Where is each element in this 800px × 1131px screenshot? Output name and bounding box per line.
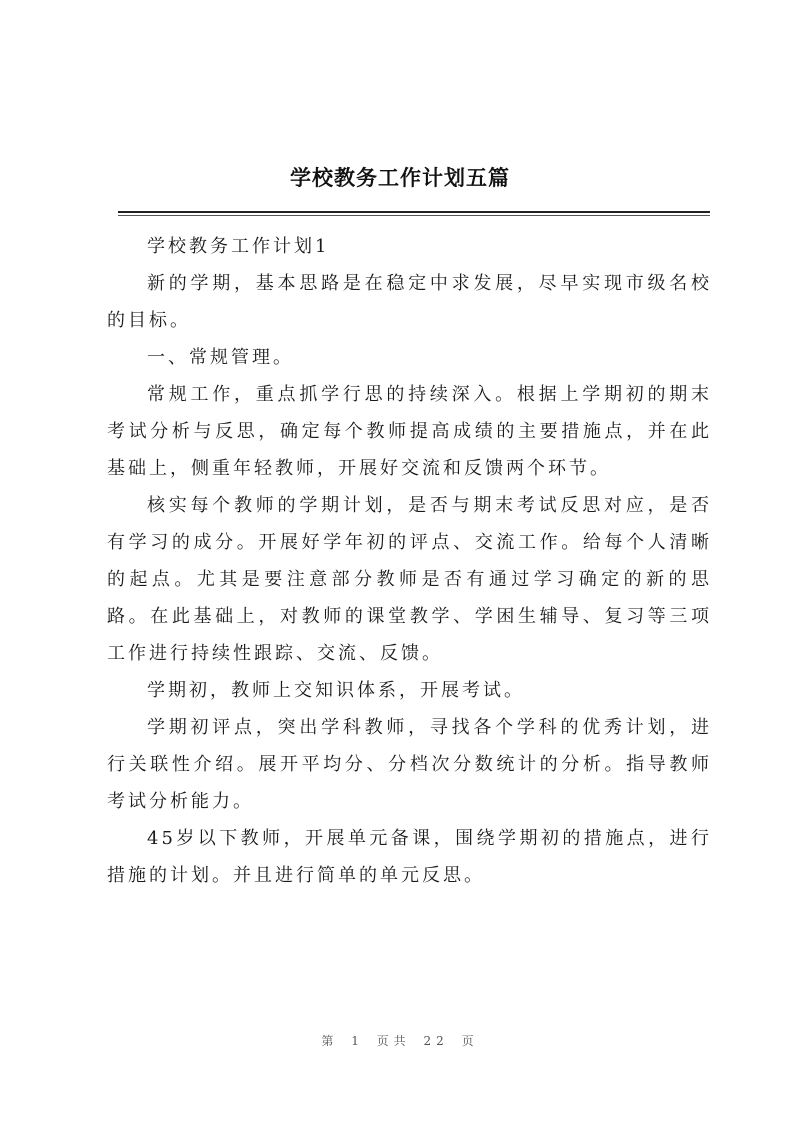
footer-suffix: 页 [461, 1034, 479, 1048]
body-paragraph: 学期初，教师上交知识体系，开展考试。 [147, 680, 525, 701]
page-number-footer [0, 1033, 800, 1049]
body-paragraph: 常规工作，重点抓学行思的持续深入。根据上学期初的期末考试分析与反思，确定每个教师提高成绩的主要措施点，并在此基础上，侧重年轻教师，开展好交流和反馈两个环节。 [107, 384, 712, 479]
body-paragraph: 新的学期，基本思路是在稳定中求发展，尽早实现市级名校的目标。 [107, 273, 712, 331]
section-heading: 学校教务工作计划1 [147, 236, 330, 257]
body-paragraph: 45岁以下教师，开展单元备课，围绕学期初的措施点，进行措施的计划。并且进行简单的单元反思。 [107, 828, 712, 886]
title-divider-thin [118, 215, 710, 216]
body-paragraph: 核实每个教师的学期计划，是否与期末考试反思对应，是否有学习的成分。开展好学年初的评点、交流工作。给每个人清晰的起点。尤其是要注意部分教师是否有通过学习确定的新的思路。在此基础上，对教师的课堂教学、学困生辅导、复习等三项工作进行持续性跟踪、交流、反馈。 [107, 495, 712, 664]
body-paragraph: 学期初评点，突出学科教师，寻找各个学科的优秀计划，进行关联性介绍。展开平均分、分档次分数统计的分析。指导教师考试分析能力。 [107, 717, 712, 812]
footer-middle: 页共 [376, 1034, 411, 1048]
current-page-number: 1 [351, 1034, 364, 1048]
document-body [107, 228, 712, 894]
subsection-heading: 一、常规管理。 [147, 347, 294, 368]
footer-prefix: 第 [321, 1034, 339, 1048]
title-divider [118, 211, 710, 213]
document-title: 学校教务工作计划五篇 [290, 165, 510, 190]
total-pages: 22 [423, 1034, 449, 1048]
